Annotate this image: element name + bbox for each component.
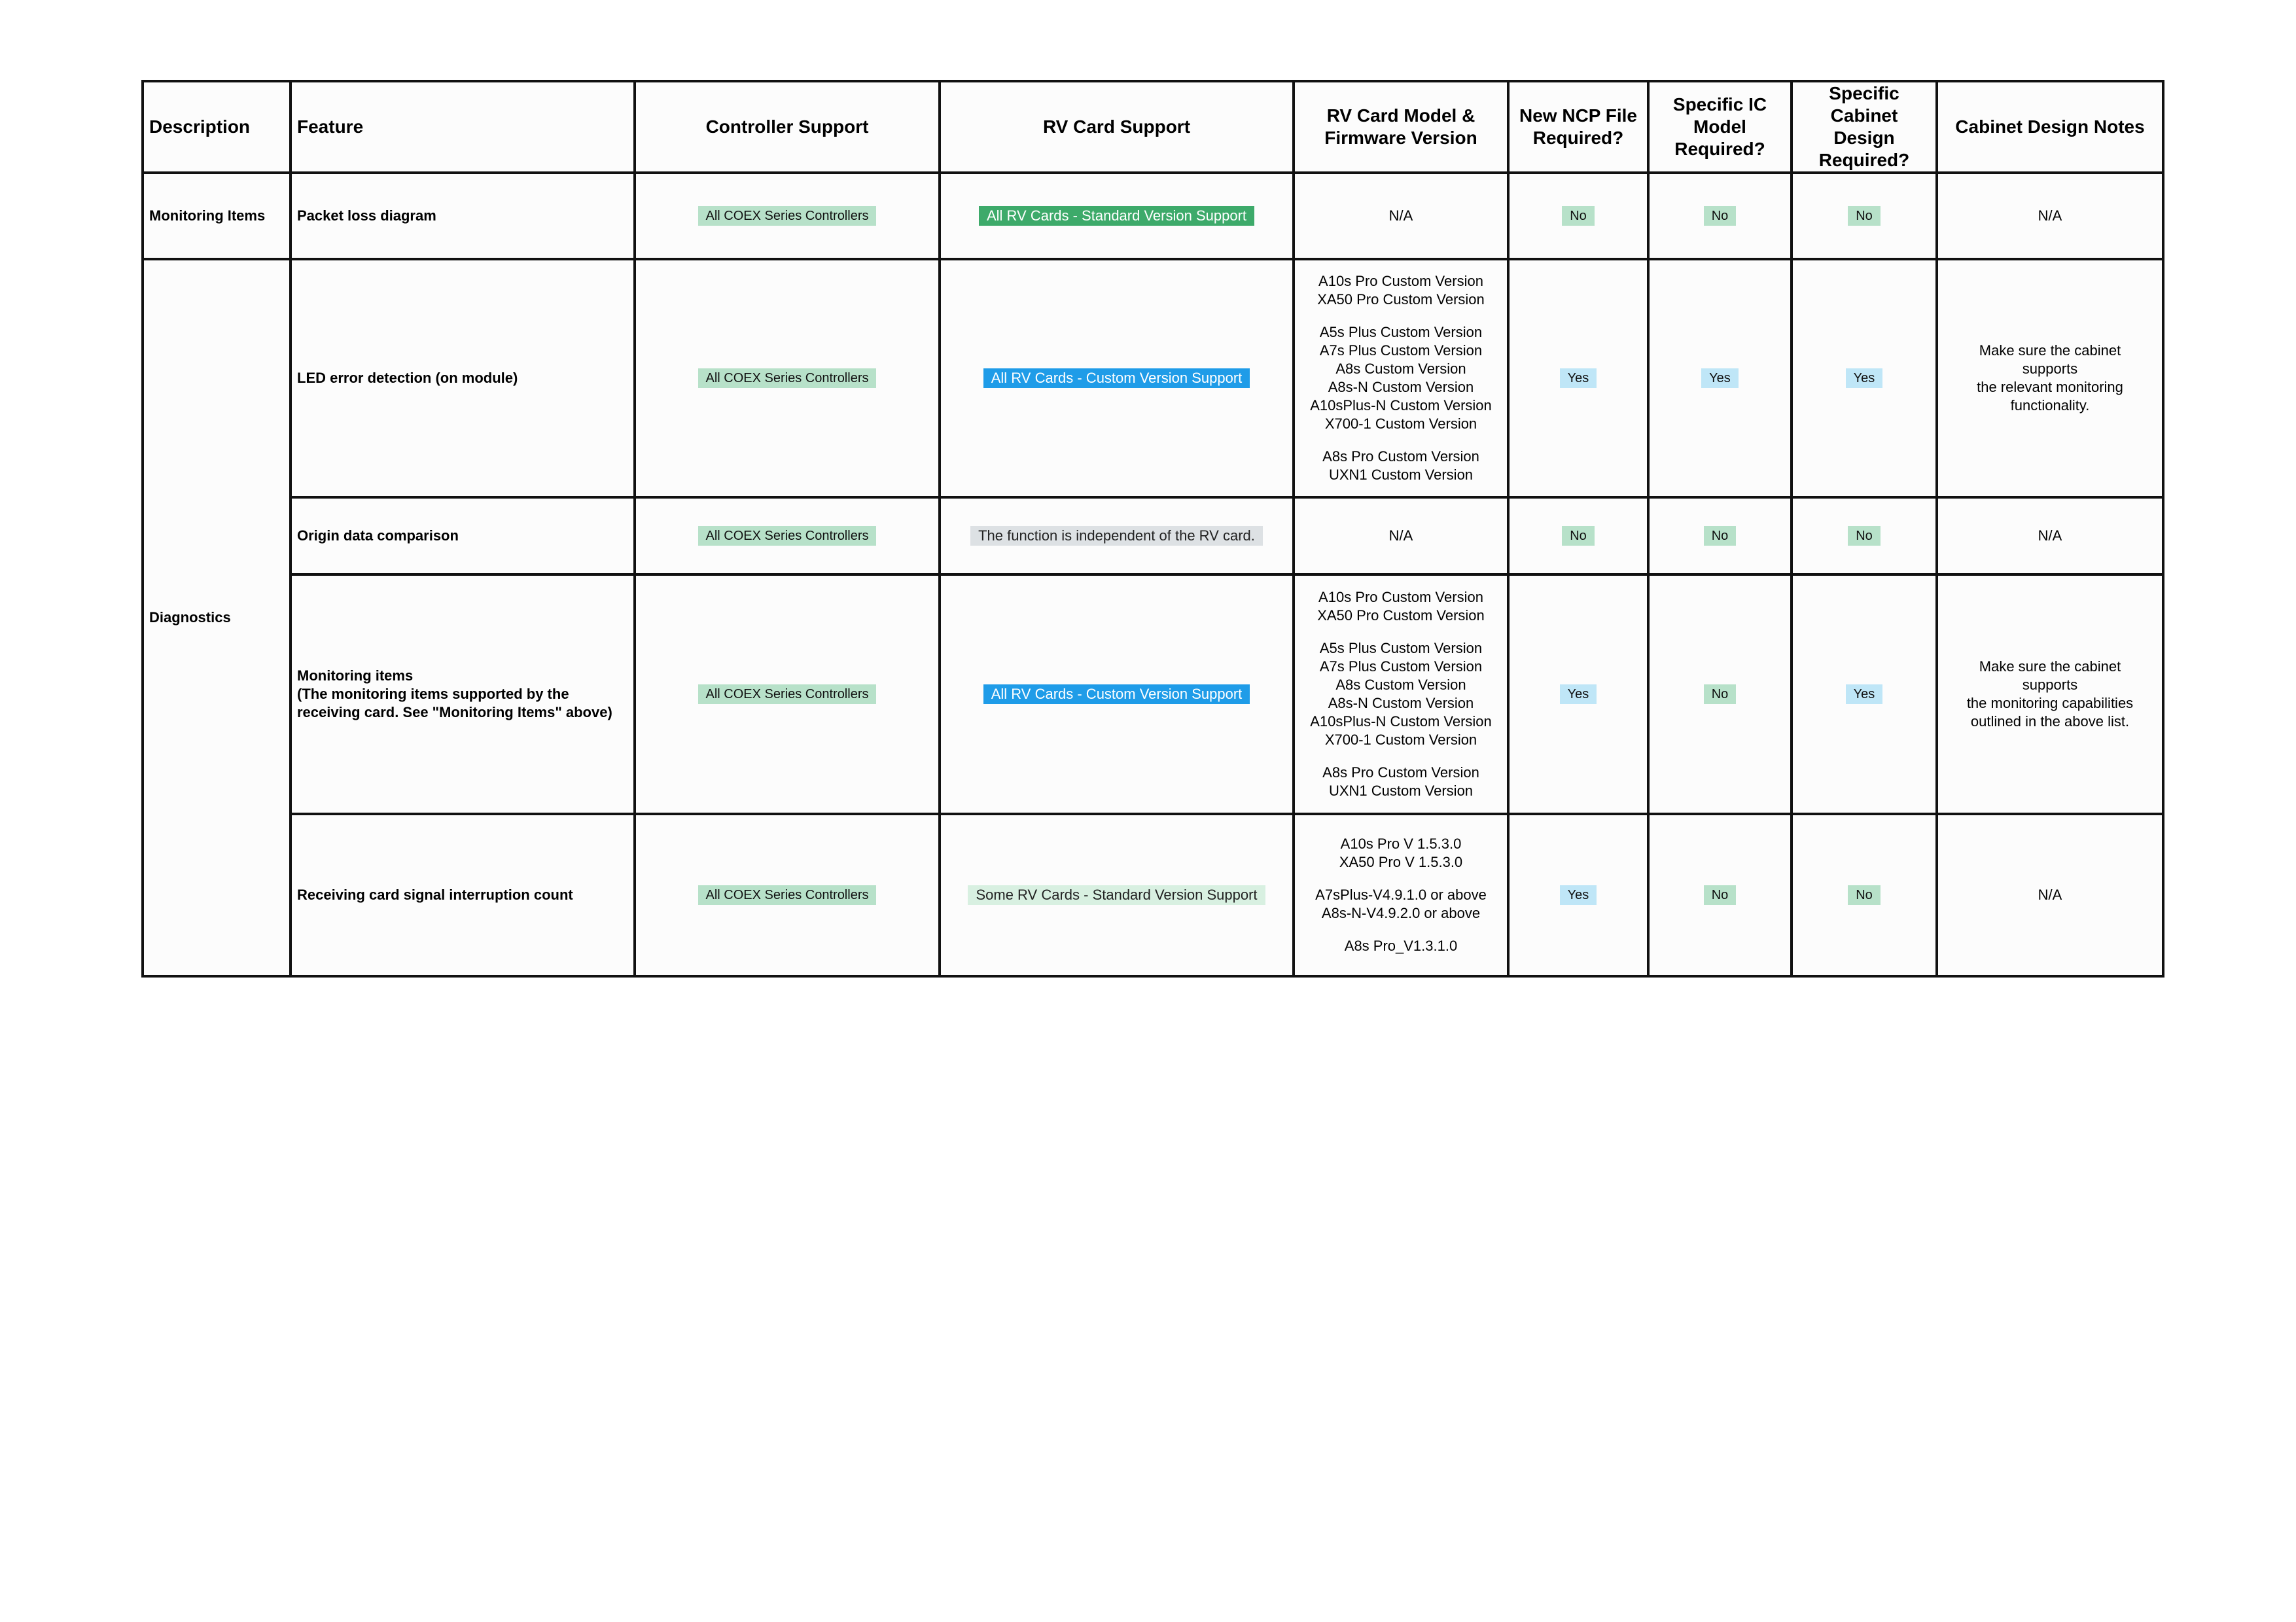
notes-line: the relevant monitoring: [1977, 379, 2123, 395]
model-line: X700-1 Custom Version: [1324, 732, 1477, 748]
model-line: UXN1 Custom Version: [1328, 467, 1474, 483]
ncp-badge: Yes: [1560, 885, 1597, 905]
feature-cell: [291, 574, 635, 814]
rv-support-tag: The function is independent of the RV card.: [970, 526, 1263, 546]
cabinet-badge: No: [1848, 885, 1881, 905]
controller-cell: [635, 259, 940, 497]
ic-badge: No: [1704, 684, 1737, 704]
header-new-ncp: [1508, 81, 1648, 173]
model-line: A10s Pro Custom Version: [1318, 589, 1483, 605]
feature-line: (The monitoring items supported by the: [297, 686, 569, 702]
header-specific-ic: [1648, 81, 1792, 173]
header-new-ncp-line: Required?: [1532, 128, 1624, 148]
model-line: A5s Plus Custom Version: [1319, 640, 1483, 656]
ncp-badge: No: [1562, 526, 1595, 546]
feature-cell: [291, 814, 635, 976]
rv-support-tag: All RV Cards - Standard Version Support: [979, 206, 1254, 226]
model-group: [1300, 588, 1502, 625]
ncp-badge: Yes: [1560, 684, 1597, 704]
feature-line: Origin data comparison: [297, 527, 459, 544]
header-rv-card-model-line: Firmware Version: [1324, 128, 1477, 148]
feature-line: Packet loss diagram: [297, 207, 436, 224]
model-line: A8s-N-V4.9.2.0 or above: [1321, 905, 1481, 921]
ic-cell: [1648, 173, 1792, 259]
model-group: [1300, 448, 1502, 484]
description-cell: Diagnostics: [143, 259, 291, 976]
rv-model-cell: [1294, 814, 1508, 976]
feature-cell: [291, 173, 635, 259]
ic-badge: Yes: [1701, 368, 1739, 388]
table-row: [143, 814, 2163, 976]
notes-cell: [1937, 259, 2163, 497]
feature-cell: [291, 497, 635, 574]
header-description: Description: [143, 81, 291, 173]
controller-tag: All COEX Series Controllers: [698, 885, 877, 905]
model-line: A5s Plus Custom Version: [1319, 324, 1483, 340]
table-row: [143, 497, 2163, 574]
controller-cell: [635, 814, 940, 976]
notes-line: the monitoring capabilities: [1966, 695, 2134, 711]
header-feature: Feature: [291, 81, 635, 173]
table-row: [143, 259, 2163, 497]
model-line: XA50 Pro Custom Version: [1317, 607, 1485, 624]
model-group: [1300, 886, 1502, 923]
rv-support-cell: [940, 259, 1294, 497]
model-group: [1300, 639, 1502, 749]
table-row: [143, 574, 2163, 814]
rv-model-cell: [1294, 173, 1508, 259]
model-group: [1300, 835, 1502, 872]
ic-badge: No: [1704, 885, 1737, 905]
rv-support-tag: Some RV Cards - Standard Version Support: [968, 885, 1265, 905]
cabinet-badge: No: [1848, 206, 1881, 226]
ncp-cell: [1508, 173, 1648, 259]
model-group: [1300, 937, 1502, 955]
ic-badge: No: [1704, 526, 1737, 546]
model-line: A7s Plus Custom Version: [1319, 658, 1483, 675]
model-line: A7s Plus Custom Version: [1319, 342, 1483, 359]
notes-line: Make sure the cabinet: [1979, 658, 2121, 675]
ic-cell: [1648, 814, 1792, 976]
model-line: A10s Pro V 1.5.3.0: [1340, 836, 1462, 852]
model-line: A8s Custom Version: [1335, 361, 1466, 377]
cabinet-cell: [1792, 497, 1937, 574]
header-row: [143, 81, 2163, 173]
controller-tag: All COEX Series Controllers: [698, 368, 877, 388]
controller-cell: [635, 173, 940, 259]
ic-cell: [1648, 574, 1792, 814]
header-specific-ic-line: Model: [1693, 116, 1746, 137]
header-rv-card-support: RV Card Support: [940, 81, 1294, 173]
model-line: A8s Pro Custom Version: [1322, 448, 1479, 465]
notes-line: supports: [2022, 677, 2078, 693]
ncp-badge: No: [1562, 206, 1595, 226]
notes-line: supports: [2022, 361, 2078, 377]
feature-line: Monitoring items: [297, 667, 414, 684]
header-specific-cabinet-line: Design: [1833, 128, 1895, 148]
notes-line: outlined in the above list.: [1970, 713, 2130, 730]
cabinet-cell: [1792, 814, 1937, 976]
model-line: X700-1 Custom Version: [1324, 415, 1477, 432]
model-line: A10sPlus-N Custom Version: [1310, 713, 1492, 730]
description-cell: Monitoring Items: [143, 173, 291, 259]
model-line: A8s-N Custom Version: [1328, 695, 1474, 711]
cabinet-badge: Yes: [1846, 684, 1883, 704]
notes-cell: N/A: [1937, 497, 2163, 574]
rv-support-cell: [940, 497, 1294, 574]
model-line: A8s Pro_V1.3.1.0: [1344, 938, 1458, 954]
model-line: XA50 Pro Custom Version: [1317, 291, 1485, 308]
ic-badge: No: [1704, 206, 1737, 226]
ncp-cell: [1508, 497, 1648, 574]
table-row: [143, 173, 2163, 259]
rv-support-tag: All RV Cards - Custom Version Support: [983, 368, 1250, 388]
rv-model-cell: [1294, 574, 1508, 814]
model-line: A10s Pro Custom Version: [1318, 273, 1483, 289]
feature-line: receiving card. See "Monitoring Items" above): [297, 704, 612, 720]
cabinet-cell: [1792, 574, 1937, 814]
ncp-badge: Yes: [1560, 368, 1597, 388]
controller-tag: All COEX Series Controllers: [698, 526, 877, 546]
feature-cell: [291, 259, 635, 497]
ncp-cell: [1508, 259, 1648, 497]
header-specific-ic-line: Required?: [1674, 139, 1765, 159]
rv-support-cell: [940, 814, 1294, 976]
model-line: A7sPlus-V4.9.1.0 or above: [1315, 887, 1487, 903]
controller-cell: [635, 497, 940, 574]
notes-cell: N/A: [1937, 173, 2163, 259]
notes-line: Make sure the cabinet: [1979, 342, 2121, 359]
header-cabinet-notes: Cabinet Design Notes: [1937, 81, 2163, 173]
model-line: UXN1 Custom Version: [1328, 783, 1474, 799]
model-group: [1300, 272, 1502, 309]
cabinet-badge: No: [1848, 526, 1881, 546]
ncp-cell: [1508, 814, 1648, 976]
rv-model-cell: [1294, 259, 1508, 497]
notes-cell: N/A: [1937, 814, 2163, 976]
model-line: A8s Custom Version: [1335, 677, 1466, 693]
rv-support-cell: [940, 574, 1294, 814]
header-controller-support: Controller Support: [635, 81, 940, 173]
header-specific-cabinet: [1792, 81, 1937, 173]
header-specific-ic-line: Specific IC: [1672, 94, 1767, 115]
model-line: A10sPlus-N Custom Version: [1310, 397, 1492, 414]
cabinet-cell: [1792, 259, 1937, 497]
controller-tag: All COEX Series Controllers: [698, 206, 877, 226]
cabinet-cell: [1792, 173, 1937, 259]
feature-line: LED error detection (on module): [297, 370, 518, 386]
rv-model-text: N/A: [1388, 207, 1413, 224]
header-specific-cabinet-line: Required?: [1818, 150, 1910, 170]
header-specific-cabinet-line: Specific Cabinet: [1829, 83, 1899, 126]
model-group: [1300, 764, 1502, 800]
model-line: XA50 Pro V 1.5.3.0: [1339, 854, 1463, 870]
header-rv-card-model: [1294, 81, 1508, 173]
ic-cell: [1648, 259, 1792, 497]
model-line: A8s Pro Custom Version: [1322, 764, 1479, 781]
rv-support-cell: [940, 173, 1294, 259]
notes-cell: [1937, 574, 2163, 814]
notes-line: functionality.: [2010, 397, 2090, 414]
header-new-ncp-line: New NCP File: [1519, 105, 1637, 126]
model-group: [1300, 323, 1502, 433]
controller-cell: [635, 574, 940, 814]
feature-support-table: [141, 80, 2164, 978]
controller-tag: All COEX Series Controllers: [698, 684, 877, 704]
model-line: A8s-N Custom Version: [1328, 379, 1474, 395]
rv-model-text: N/A: [1388, 527, 1413, 544]
ic-cell: [1648, 497, 1792, 574]
header-rv-card-model-line: RV Card Model &: [1326, 105, 1475, 126]
cabinet-badge: Yes: [1846, 368, 1883, 388]
feature-line: Receiving card signal interruption count: [297, 887, 573, 903]
rv-support-tag: All RV Cards - Custom Version Support: [983, 684, 1250, 704]
rv-model-cell: [1294, 497, 1508, 574]
ncp-cell: [1508, 574, 1648, 814]
